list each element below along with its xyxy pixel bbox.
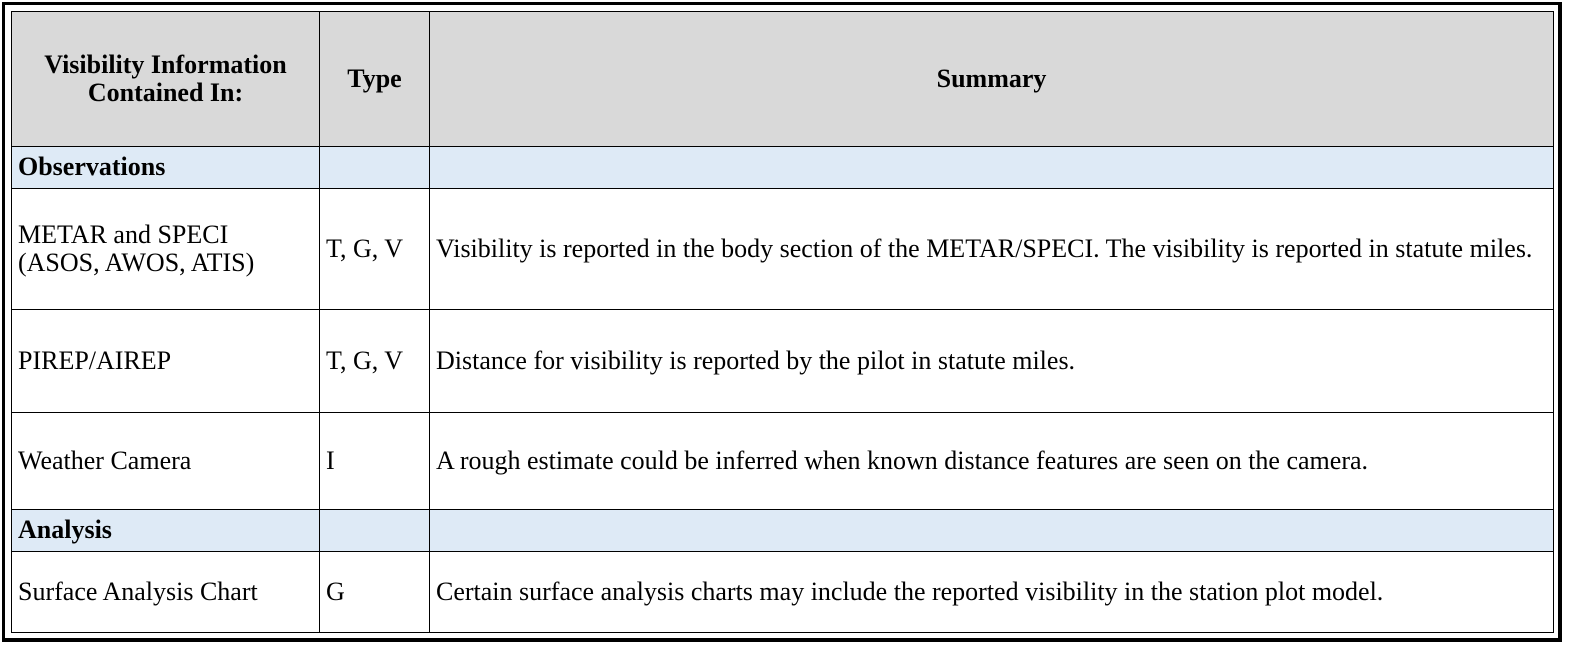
type-cell: G — [320, 551, 430, 632]
header-source: Visibility Information Contained In: — [12, 12, 320, 147]
source-cell: METAR and SPECI (ASOS, AWOS, ATIS) — [12, 188, 320, 309]
table-row — [12, 413, 1554, 510]
table-frame — [2, 2, 1562, 642]
section-row-observations — [12, 147, 1554, 189]
header-summary: Summary — [430, 12, 1554, 147]
visibility-table — [11, 11, 1554, 633]
section-empty-cell — [430, 147, 1554, 189]
type-cell: T, G, V — [320, 309, 430, 412]
table-inner — [11, 11, 1554, 633]
section-row-analysis — [12, 509, 1554, 551]
header-row — [12, 12, 1554, 147]
type-cell: I — [320, 413, 430, 510]
summary-cell: Visibility is reported in the body section of the METAR/SPECI. The visibility is reported in statute miles. — [430, 188, 1554, 309]
table-row — [12, 188, 1554, 309]
section-empty-cell — [320, 147, 430, 189]
source-cell: PIREP/AIREP — [12, 309, 320, 412]
source-cell: Surface Analysis Chart — [12, 551, 320, 632]
summary-cell: Distance for visibility is reported by the pilot in statute miles. — [430, 309, 1554, 412]
section-empty-cell — [320, 509, 430, 551]
table-row — [12, 551, 1554, 632]
section-empty-cell — [430, 509, 1554, 551]
type-cell: T, G, V — [320, 188, 430, 309]
header-type: Type — [320, 12, 430, 147]
summary-cell: A rough estimate could be inferred when known distance features are seen on the camera. — [430, 413, 1554, 510]
summary-cell: Certain surface analysis charts may include the reported visibility in the station plot model. — [430, 551, 1554, 632]
source-cell: Weather Camera — [12, 413, 320, 510]
table-row — [12, 309, 1554, 412]
section-title: Analysis — [12, 509, 320, 551]
section-title: Observations — [12, 147, 320, 189]
